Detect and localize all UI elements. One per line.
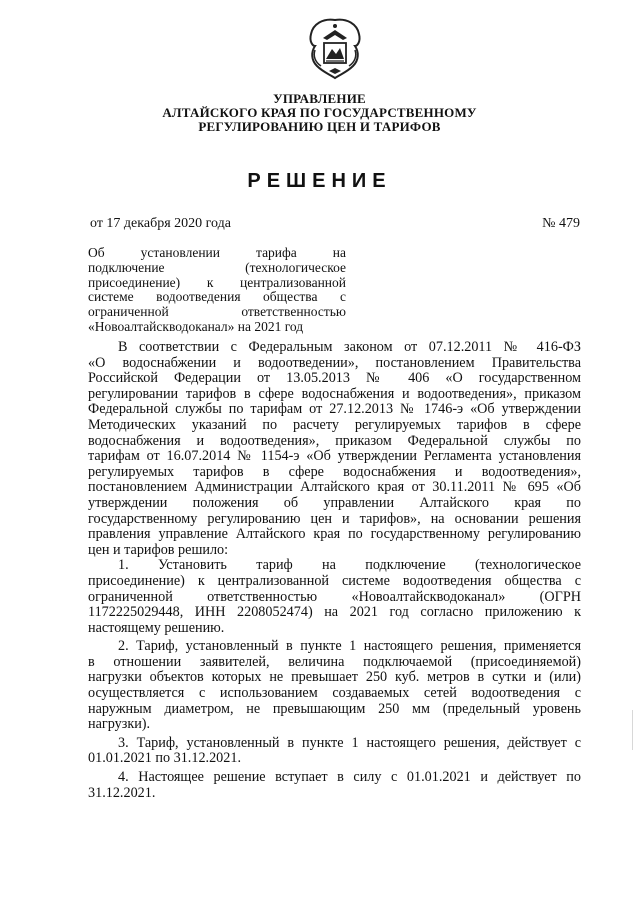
document-subject (88, 246, 346, 335)
body-line: присоединение) к централизованной системе водоотведения общества с (88, 572, 581, 589)
org-name-line-2: АЛТАЙСКОГО КРАЯ ПО ГОСУДАРСТВЕННОМУ (162, 105, 477, 120)
body-line: 2. Тариф, установленный в пункте 1 настоящего решения, применяется (118, 638, 581, 655)
body-line: государственному регулированию цен и тарифов», на основании решения (88, 510, 581, 527)
body-line: 31.12.2021. (88, 784, 156, 801)
subject-line: Об установлении тарифа на (88, 245, 346, 260)
subject-line: присоединение) к централизованной (88, 274, 346, 290)
body-line: регулировании тарифов в сфере водоснабжения и водоотведения», приказом (88, 385, 581, 402)
body-line: правления управление Алтайского края по государственному регулированию (88, 526, 581, 543)
preamble-paragraph (88, 340, 581, 558)
clause-1-paragraph (88, 558, 581, 636)
body-line: 01.01.2021 по 31.12.2021. (88, 750, 242, 767)
body-line: Федеральной службы по тарифам от 27.12.2013 № 1746-э «Об утверждении (88, 401, 581, 418)
coat-of-arms-icon (303, 16, 367, 82)
body-line: 1172225029448, ИНН 2208052474) на 2021 год согласно приложению к (88, 604, 581, 621)
body-line: цен и тарифов решило: (88, 541, 229, 558)
body-line: Методических указаний по расчету регулируемых тарифов в сфере (88, 416, 581, 433)
document-body (88, 340, 581, 801)
org-name-line-3: РЕГУЛИРОВАНИЮ ЦЕН И ТАРИФОВ (198, 119, 441, 134)
body-line: 3. Тариф, установленный в пункте 1 настоящего решения, действует с (118, 734, 581, 751)
clause-2-paragraph (88, 639, 581, 733)
body-line: в отношении заявителей, величина подключаемой (присоединяемой) (88, 653, 581, 670)
scan-edge-mark (632, 710, 633, 750)
document-number: № 479 (542, 216, 580, 231)
body-line: нагрузки объектов которых не превышает 250 куб. метров в сутки и (или) (88, 669, 581, 686)
body-line: 1. Установить тариф на подключение (технологическое (118, 557, 581, 574)
body-line: утверждении положения об управлении Алтайского края по (88, 494, 581, 511)
body-line: нагрузки). (88, 716, 151, 733)
body-line: тарифам от 16.07.2014 № 1154-э «Об утверждении Регламента установления (88, 448, 581, 465)
body-line: регулируемых тарифов в сфере водоснабжения и водоотведения», (88, 463, 581, 480)
body-line: «О водоснабжении и водоотведении», постановлением Правительства (88, 354, 581, 371)
body-line: осуществляется с использованием создаваемых сетей водоотведения с (88, 685, 581, 702)
body-line: водоснабжения и водоотведения», приказом Федеральной службы по (88, 432, 581, 449)
body-line: ограниченной ответственностью «Новоалтайскводоканал» (ОГРН (88, 588, 581, 605)
body-line: наружным диаметром, не превышающим 250 мм (предельный уровень (88, 700, 581, 717)
org-name-line-1: УПРАВЛЕНИЕ (273, 91, 366, 106)
body-line: постановлением Администрации Алтайского края от 30.11.2011 № 695 «Об (88, 479, 581, 496)
body-line: настоящему решению. (88, 619, 225, 636)
subject-line: подключение (технологическое (88, 259, 346, 275)
document-type-title: РЕШЕНИЕ (247, 170, 392, 192)
body-line: Российской Федерации от 13.05.2013 № 406 «О государственном (88, 370, 581, 387)
subject-line: ограниченной ответственностью (88, 304, 346, 320)
subject-line: «Новоалтайскводоканал» на 2021 год (88, 318, 304, 334)
body-line: 4. Настоящее решение вступает в силу с 01.01.2021 и действует по (118, 769, 581, 786)
document-date: от 17 декабря 2020 года (90, 216, 231, 231)
clause-3-paragraph (88, 736, 581, 767)
body-line: В соответствии с Федеральным законом от 07.12.2011 № 416-ФЗ (118, 339, 581, 355)
clause-4-paragraph (88, 770, 581, 801)
subject-line: системе водоотведения общества с (88, 289, 346, 305)
